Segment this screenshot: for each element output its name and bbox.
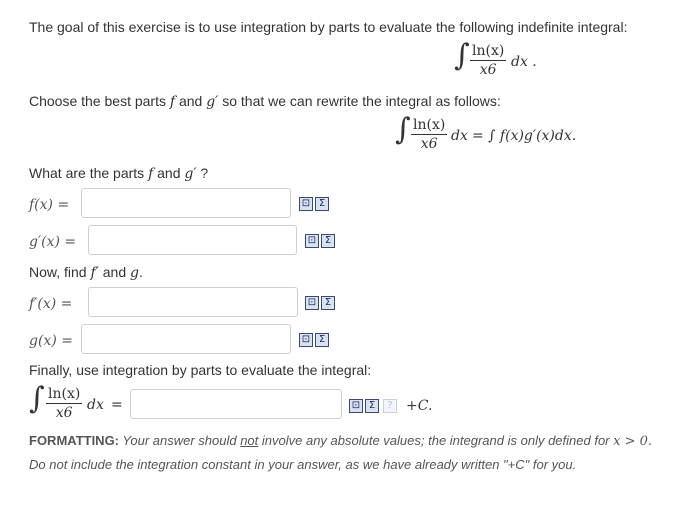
plus-c-label: +C. [406, 398, 433, 414]
fprime-label: f′(x) = [29, 296, 73, 312]
preview-icon[interactable]: ⊡ [349, 399, 363, 413]
f-label: f(x) = [29, 197, 70, 213]
integral-sign: ∫ [454, 38, 470, 73]
dx-label-3: dx [87, 397, 104, 413]
preview-icon[interactable]: ⊡ [305, 296, 319, 310]
equation-editor-icon[interactable]: Σ [321, 234, 335, 248]
g-label: g(x) = [29, 333, 73, 349]
preview-icon[interactable]: ⊡ [299, 197, 313, 211]
equation-editor-icon[interactable]: Σ [315, 333, 329, 347]
integrand-fraction-2: $\frac{\ln(x)}{x6}$ [413, 117, 446, 152]
f-input[interactable] [81, 188, 291, 218]
formatting-note-line1: FORMATTING: Your answer should not involve any absolute values; the integrand is only defined for x > 0. [29, 433, 653, 449]
final-answer-input[interactable] [130, 389, 342, 419]
integrand-denominator: x6 [479, 62, 497, 78]
equation-editor-icon[interactable]: Σ [365, 399, 379, 413]
gprime-label: g′(x) = [29, 234, 77, 250]
choose-parts-text: Choose the best parts f and g′ so that we can rewrite the integral as follows: [29, 93, 501, 110]
finally-text: Finally, use integration by parts to evaluate the integral: [29, 362, 372, 378]
integrand-fraction [470, 43, 506, 79]
integral-sign-2: ∫ [395, 112, 411, 147]
preview-icon[interactable]: ⊡ [305, 234, 319, 248]
help-icon[interactable]: ? [383, 399, 397, 413]
integrand-fraction-3: $\frac{\ln(x)}{x6}$ [48, 386, 81, 421]
equation-editor-icon[interactable]: Σ [321, 296, 335, 310]
integral-rhs: = ∫ f(x)g′(x)dx. [472, 128, 577, 144]
fprime-input[interactable] [88, 287, 298, 317]
integral-sign-3: ∫ [29, 381, 45, 416]
gprime-input[interactable] [88, 225, 297, 255]
dx-label: dx . [511, 54, 537, 70]
preview-icon[interactable]: ⊡ [299, 333, 313, 347]
formatting-note-line2: Do not include the integration constant in your answer, as we have already written "+C" for you. [29, 457, 577, 472]
intro-text: The goal of this exercise is to use integration by parts to evaluate the following indefinite integral: [29, 19, 628, 35]
find-text: Now, find f′ and g. [29, 264, 143, 281]
final-equals: = [111, 397, 123, 413]
equation-editor-icon[interactable]: Σ [315, 197, 329, 211]
dx-label-2: dx [451, 128, 468, 144]
parts-question: What are the parts f and g′ ? [29, 165, 209, 182]
g-input[interactable] [81, 324, 291, 354]
integrand-numerator: ln(x) [472, 43, 505, 59]
